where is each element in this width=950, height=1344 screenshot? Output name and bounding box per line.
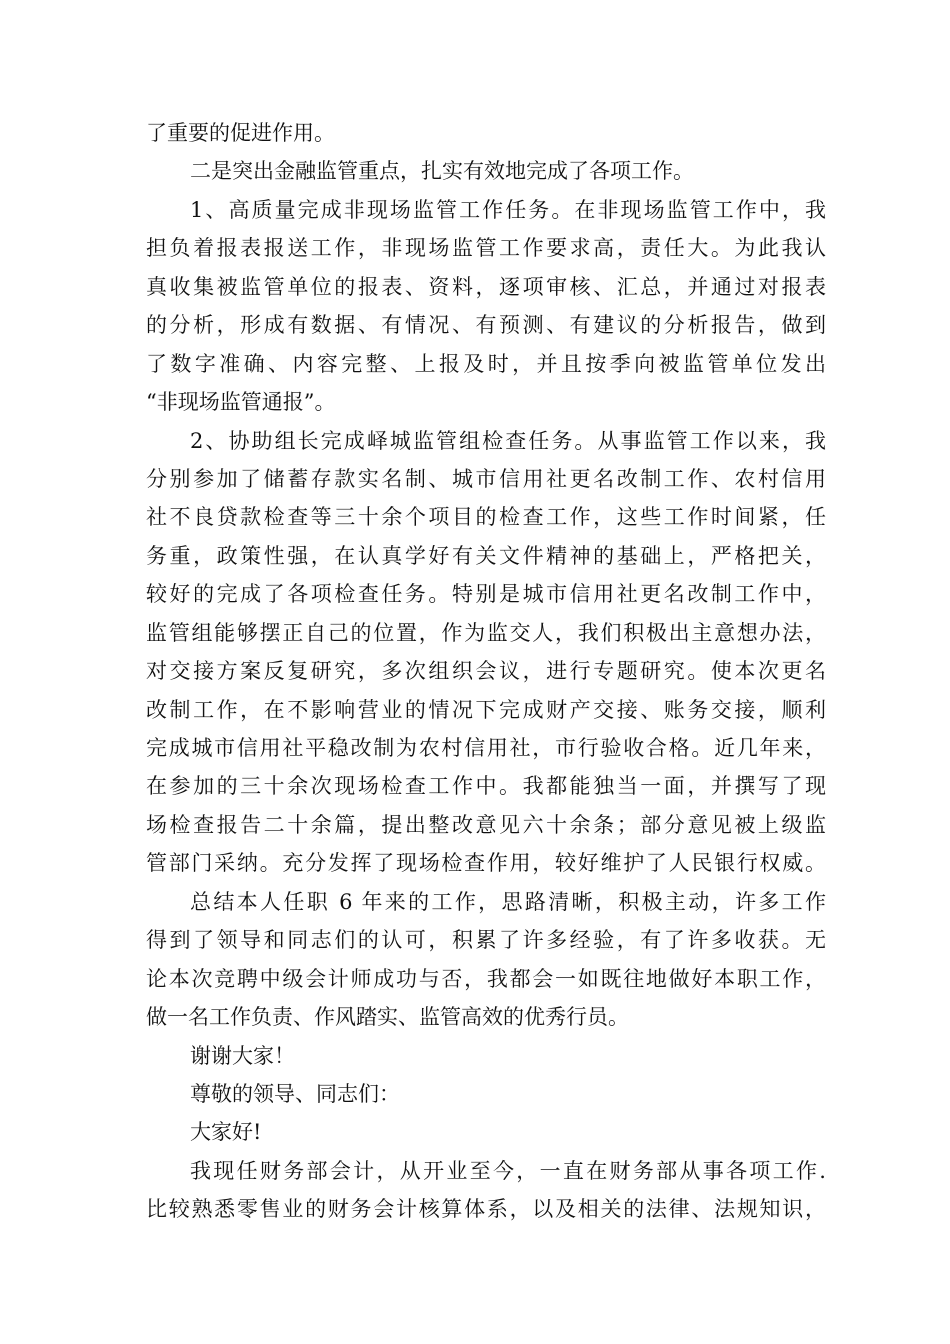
text-line: “非现场监管通报”。: [146, 390, 336, 415]
text-line: 论本次竞聘中级会计师成功与否，我都会一如既往地做好本职工作，: [146, 966, 826, 991]
text-line: 得到了领导和同志们的认可，积累了许多经验，有了许多收获。无: [146, 928, 826, 953]
text-line: 我现任财务部会计，从开业至今，一直在财务部从事各项工作.: [190, 1158, 826, 1183]
text-line: 较好的完成了各项检查任务。特别是城市信用社更名改制工作中，: [146, 582, 826, 607]
text-line: 总结本人任职 6 年来的工作，思路清晰，积极主动，许多工作: [190, 889, 826, 914]
text-line: 2、协助组长完成峄城监管组检查任务。从事监管工作以来，我: [190, 428, 826, 453]
text-line: 了重要的促进作用。: [146, 121, 335, 145]
document-body: [146, 114, 826, 1229]
text-line: 比较熟悉零售业的财务会计核算体系，以及相关的法律、法规知识，: [146, 1197, 826, 1222]
text-line: 改制工作，在不影响营业的情况下完成财产交接、账务交接，顺利: [146, 697, 826, 722]
text-line: 1、高质量完成非现场监管工作任务。在非现场监管工作中，我: [190, 197, 826, 222]
text-line: 真收集被监管单位的报表、资料，逐项审核、汇总，并通过对报表: [146, 274, 826, 299]
text-line: 监管组能够摆正自己的位置，作为监交人，我们积极出主意想办法，: [146, 620, 826, 645]
text-line: 谢谢大家！: [190, 1043, 295, 1068]
text-line: 完成城市信用社平稳改制为农村信用社，市行验收合格。近几年来，: [146, 736, 826, 760]
text-line: 做一名工作负责、作风踏实、监管高效的优秀行员。: [146, 1005, 629, 1030]
text-line: 担负着报表报送工作，非现场监管工作要求高，责任大。为此我认: [146, 236, 826, 261]
text-line: 的分析，形成有数据、有情况、有预测、有建议的分析报告，做到: [146, 313, 826, 338]
text-line: 社不良贷款检查等三十余个项目的检查工作，这些工作时间紧，任: [146, 505, 826, 530]
text-line: 对交接方案反复研究，多次组织会议，进行专题研究。使本次更名: [146, 659, 826, 684]
text-line: 管部门采纳。充分发挥了现场检查作用，较好维护了人民银行权威。: [146, 851, 826, 876]
text-line: 分别参加了储蓄存款实名制、城市信用社更名改制工作、农村信用: [146, 466, 826, 491]
text-line: 在参加的三十余次现场检查工作中。我都能独当一面，并撰写了现: [146, 774, 826, 799]
text-line: 场检查报告二十余篇，提出整改意见六十余条；部分意见被上级监: [146, 812, 826, 837]
text-line: 务重，政策性强，在认真学好有关文件精神的基础上，严格把关，: [146, 543, 826, 568]
text-line: 大家好!: [190, 1120, 262, 1145]
text-line: 尊敬的领导、同志们：: [190, 1081, 400, 1106]
text-line: 二是突出金融监管重点，扎实有效地完成了各项工作。: [190, 159, 694, 184]
text-line: 了数字准确、内容完整、上报及时，并且按季向被监管单位发出: [146, 351, 826, 376]
